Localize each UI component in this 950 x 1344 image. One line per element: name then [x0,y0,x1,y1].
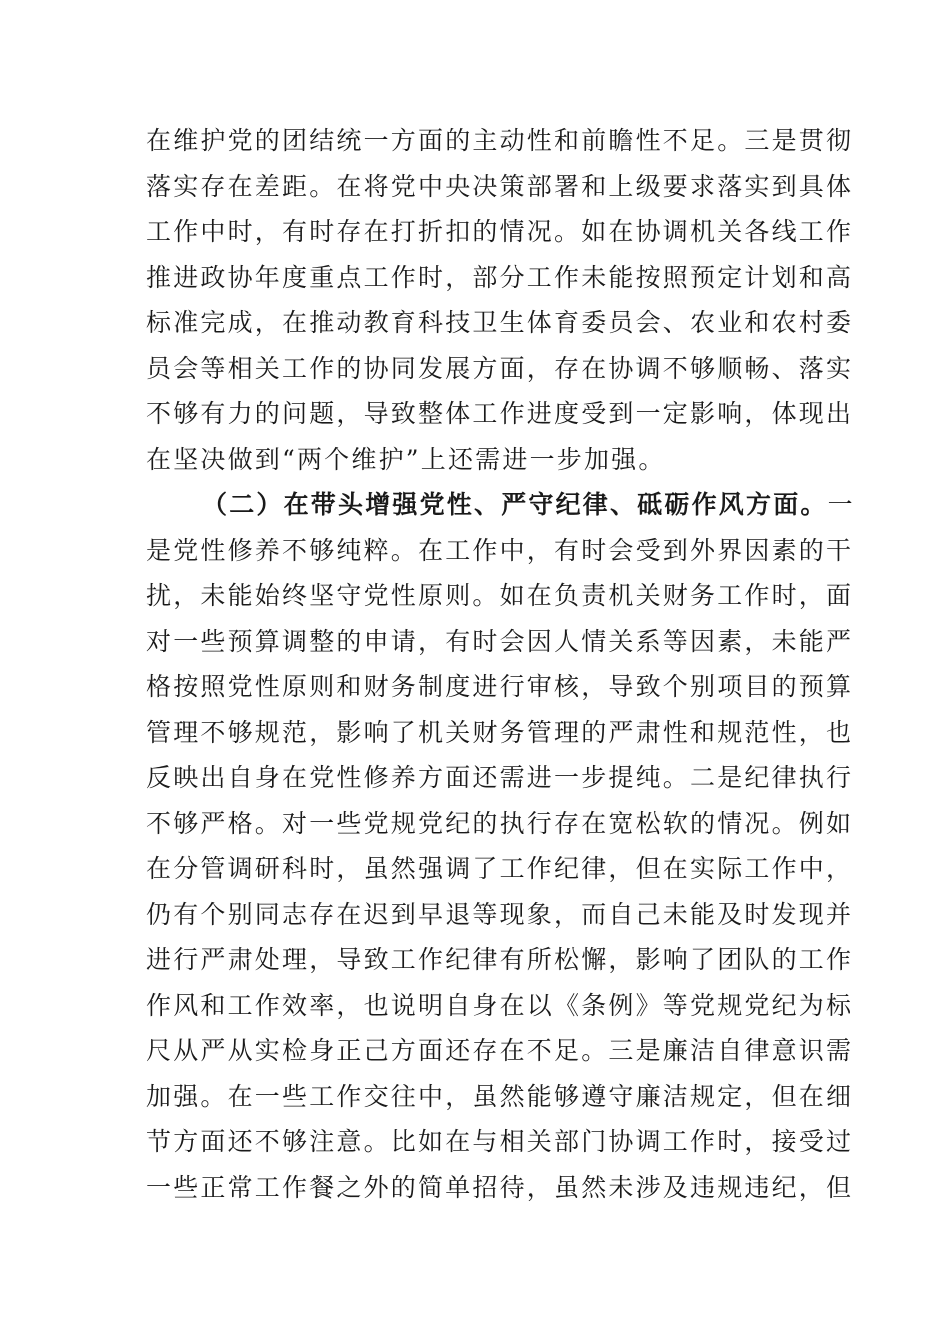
paragraph-line: 落实存在差距。在将党中央决策部署和上级要求落实到具体 [146,171,854,201]
paragraph-line: 作风和工作效率，也说明自身在以《条例》等党规党纪为标 [146,990,854,1020]
section-heading: （二）在带头增强党性、严守纪律、砥砺作风方面。 [202,490,828,519]
paragraph-line: 员会等相关工作的协同发展方面，存在协调不够顺畅、落实 [146,353,854,383]
paragraph-line: 对一些预算调整的申请，有时会因人情关系等因素，未能严 [146,626,854,656]
section-heading-continuation: 一 [827,490,855,519]
paragraph-line: 反映出自身在党性修养方面还需进一步提纯。二是纪律执行 [146,763,854,792]
paragraph-line: 工作中时，有时存在打折扣的情况。如在协调机关各线工作 [146,217,854,246]
document-body [146,118,855,1210]
paragraph-line: 标准完成，在推动教育科技卫生体育委员会、农业和农村委 [146,308,854,337]
paragraph-line: 不够有力的问题，导致整体工作进度受到一定影响，体现出 [146,399,854,428]
paragraph-line: 不够严格。对一些党规党纪的执行存在宽松软的情况。例如 [146,808,854,838]
paragraph-line: 尺从严从实检身正己方面还存在不足。三是廉洁自律意识需 [146,1036,854,1065]
section-heading-line [146,482,855,528]
paragraph-line: 扰，未能始终坚守党性原则。如在负责机关财务工作时，面 [146,581,854,610]
paragraph-line: 格按照党性原则和财务制度进行审核，导致个别项目的预算 [146,672,854,701]
paragraph-line: 一些正常工作餐之外的简单招待，虽然未涉及违规违纪，但 [146,1172,854,1202]
paragraph-line: 在坚决做到“两个维护”上还需进一步加强。 [146,444,666,474]
paragraph-line: 在分管调研科时，虽然强调了工作纪律，但在实际工作中， [146,854,854,883]
paragraph-line: 加强。在一些工作交往中，虽然能够遵守廉洁规定，但在细 [146,1081,854,1111]
paragraph-line: 仍有个别同志存在迟到早退等现象，而自己未能及时发现并 [146,899,854,929]
paragraph-line: 推进政协年度重点工作时，部分工作未能按照预定计划和高 [146,262,854,292]
paragraph-line: 进行严肃处理，导致工作纪律有所松懈，影响了团队的工作 [146,945,854,974]
paragraph-line: 是党性修养不够纯粹。在工作中，有时会受到外界因素的干 [146,535,854,565]
paragraph-line: 在维护党的团结统一方面的主动性和前瞻性不足。三是贯彻 [146,126,854,155]
paragraph-line: 管理不够规范，影响了机关财务管理的严肃性和规范性，也 [146,717,854,747]
paragraph-line: 节方面还不够注意。比如在与相关部门协调工作时，接受过 [146,1127,854,1156]
